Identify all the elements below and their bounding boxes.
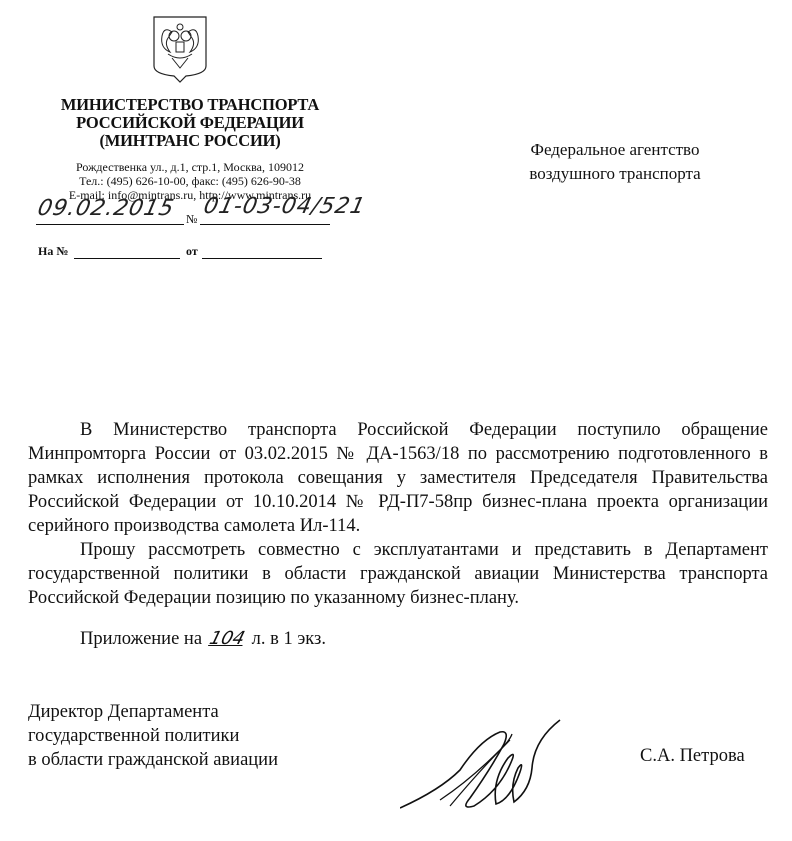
body-paragraph: В Министерство транспорта Российской Федерации поступило обращение Минпромторга России от 03.02.2015 № ДА-1563/18 по рассмотрению подготовленного в рамках исполнения протокола совещания у заместителя Председателя Правительства Российской Федерации от 10.10.2014 № РД-П7-58пр бизнес-плана проекта организации серийного производства самолета Ил-114. bbox=[28, 420, 768, 536]
reference-number-field bbox=[74, 258, 180, 259]
recipient-line: Федеральное агентство bbox=[530, 140, 700, 159]
org-line: РОССИЙСКОЙ ФЕДЕРАЦИИ bbox=[76, 113, 304, 132]
address-line: Тел.: (495) 626-10-00, факс: (495) 626-90-38 bbox=[79, 174, 301, 188]
recipient bbox=[505, 138, 725, 186]
reference-label: На № bbox=[38, 244, 69, 258]
signatory-name: С.А. Петрова bbox=[640, 746, 745, 766]
reference-line bbox=[38, 244, 338, 264]
coat-of-arms-icon bbox=[150, 14, 210, 84]
org-line: МИНИСТЕРСТВО ТРАНСПОРТА bbox=[60, 95, 320, 114]
registration-number-label: № bbox=[186, 212, 198, 226]
letter-body bbox=[28, 418, 768, 610]
attachment-line bbox=[80, 628, 326, 650]
ministry-name bbox=[30, 96, 350, 150]
attachment-pages: 104 bbox=[206, 628, 247, 649]
title-line: в области гражданской авиации bbox=[28, 750, 278, 770]
address-line: E-mail: info@mintrans.ru, http://www.mintrans.ru bbox=[68, 188, 312, 202]
attachment-suffix: л. в 1 экз. bbox=[251, 629, 326, 649]
reference-date-field bbox=[202, 258, 322, 259]
title-line: Директор Департамента bbox=[28, 702, 219, 722]
handwritten-signature-icon bbox=[400, 710, 590, 820]
body-paragraph: Прошу рассмотреть совместно с эксплуатантами и представить в Департамент государственной политики в области гражданской авиации Министерства транспорта Российской Федерации позицию по указанному бизнес-плану. bbox=[28, 540, 768, 608]
org-line: (МИНТРАНС РОССИИ) bbox=[99, 131, 281, 150]
registration-block bbox=[36, 196, 396, 228]
number-underline bbox=[200, 224, 330, 225]
attachment-prefix: Приложение на bbox=[80, 629, 203, 649]
reference-from-label: от bbox=[186, 244, 198, 258]
date-underline bbox=[36, 224, 184, 225]
signatory-title bbox=[28, 700, 278, 772]
address-line: Рождественка ул., д.1, стр.1, Москва, 109012 bbox=[76, 160, 304, 174]
registration-number: 01-03-04/521 bbox=[201, 194, 368, 219]
recipient-line: воздушного транспорта bbox=[529, 164, 701, 183]
registration-date: 09.02.2015 bbox=[35, 196, 177, 221]
title-line: государственной политики bbox=[28, 726, 240, 746]
